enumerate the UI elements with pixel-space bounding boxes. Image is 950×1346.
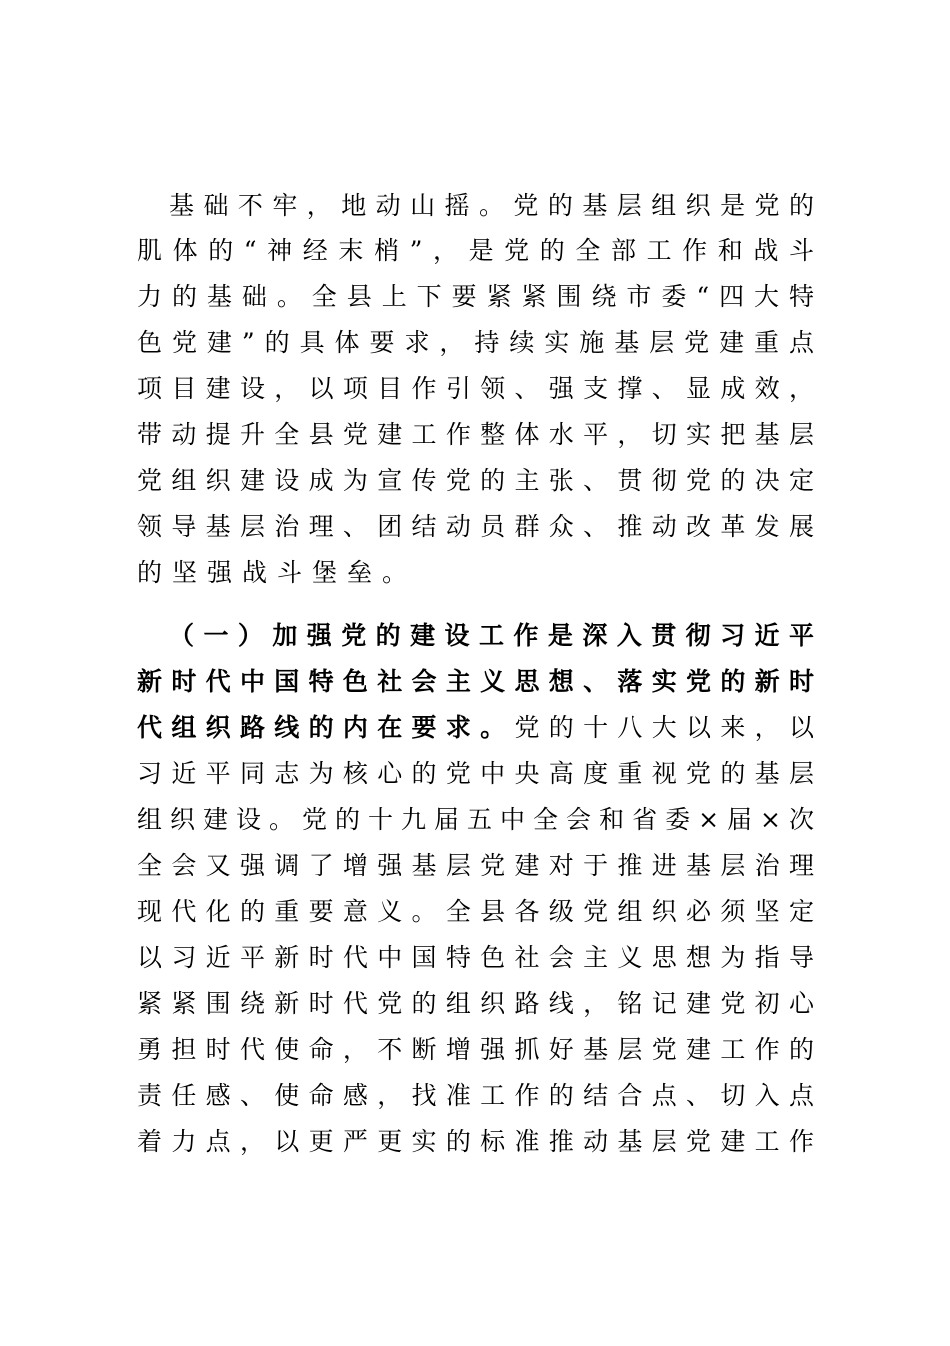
paragraph-1-line-8: 领导基层治理、团结动员群众、推动改革发展	[137, 512, 814, 541]
paragraph-2-line-8: 以习近平新时代中国特色社会主义思想为指导	[137, 943, 814, 972]
section-heading-line-3: 代组织路线的内在要求。	[137, 713, 515, 742]
paragraph-2-line-11: 责任感、使命感，找准工作的结合点、切入点	[137, 1081, 814, 1110]
paragraph-1-line-4: 色党建”的具体要求，持续实施基层党建重点	[137, 328, 814, 357]
paragraph-2-line-3-rest: 党的十八大以来，以	[514, 713, 814, 742]
paragraph-2-line-7: 现代化的重要意义。全县各级党组织必须坚定	[137, 897, 814, 926]
paragraph-2-line-12: 着力点，以更严更实的标准推动基层党建工作	[137, 1127, 814, 1156]
paragraph-1-line-9: 的坚强战斗堡垒。	[137, 558, 418, 587]
paragraph-2-line-3	[137, 706, 814, 750]
paragraph-2-line-5: 组织建设。党的十九届五中全会和省委×届×次	[137, 805, 814, 834]
paragraph-1-line-2: 肌体的“神经末梢”，是党的全部工作和战斗	[137, 236, 814, 265]
paragraph-2-line-6: 全会又强调了增强基层党建对于推进基层治理	[137, 851, 814, 880]
paragraph-2-line-9: 紧紧围绕新时代党的组织路线，铭记建党初心	[137, 989, 814, 1018]
section-heading-line-2: 新时代中国特色社会主义思想、落实党的新时	[137, 667, 814, 696]
paragraph-1-line-7: 党组织建设成为宣传党的主张、贯彻党的决定	[137, 466, 814, 495]
paragraph-1-line-6: 带动提升全县党建工作整体水平，切实把基层	[137, 420, 814, 449]
paragraph-1-line-1: 基础不牢，地动山摇。党的基层组织是党的	[169, 191, 814, 220]
section-heading-line-1: （一）加强党的建设工作是深入贯彻习近平	[169, 621, 814, 650]
paragraph-2-line-4: 习近平同志为核心的党中央高度重视党的基层	[137, 759, 814, 788]
paragraph-2-line-10: 勇担时代使命，不断增强抓好基层党建工作的	[137, 1035, 814, 1064]
paragraph-1-line-5: 项目建设，以项目作引领、强支撑、显成效，	[137, 374, 814, 403]
paragraph-1-line-3: 力的基础。全县上下要紧紧围绕市委“四大特	[137, 282, 814, 311]
